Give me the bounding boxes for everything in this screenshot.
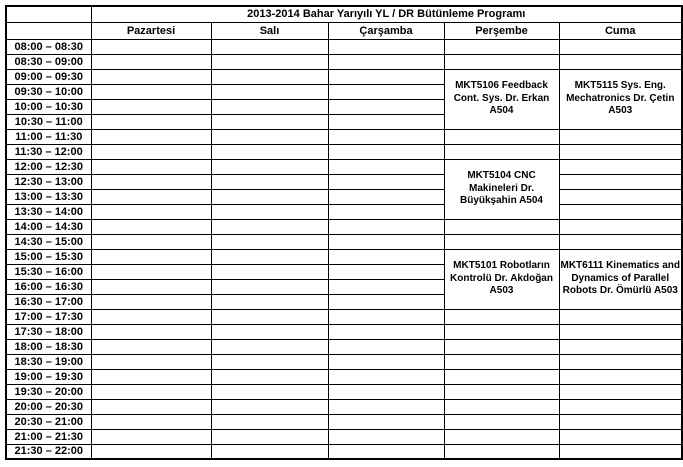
cell-sali [211, 129, 328, 144]
time-cell: 15:30 – 16:00 [6, 264, 91, 279]
cell-pazartesi [91, 69, 211, 84]
cell-sali [211, 294, 328, 309]
cell-sali [211, 384, 328, 399]
cell-carsamba [328, 444, 444, 459]
time-cell: 08:00 – 08:30 [6, 39, 91, 54]
time-row [6, 324, 682, 339]
cell-cuma [559, 234, 682, 249]
day-header-row [6, 22, 682, 39]
time-cell: 08:30 – 09:00 [6, 54, 91, 69]
cell-sali [211, 249, 328, 264]
cell-sali [211, 264, 328, 279]
day-header-sali: Salı [211, 22, 328, 39]
time-cell: 17:00 – 17:30 [6, 309, 91, 324]
time-row [6, 414, 682, 429]
time-row [6, 39, 682, 54]
time-cell: 21:30 – 22:00 [6, 444, 91, 459]
course-cell-mkt5115: MKT5115 Sys. Eng. Mechatronics Dr. Çetin A503 [559, 69, 682, 129]
cell-sali [211, 204, 328, 219]
cell-sali [211, 69, 328, 84]
cell-pazartesi [91, 354, 211, 369]
cell-carsamba [328, 129, 444, 144]
cell-sali [211, 354, 328, 369]
cell-persembe [444, 54, 559, 69]
cell-pazartesi [91, 324, 211, 339]
cell-carsamba [328, 69, 444, 84]
cell-carsamba [328, 339, 444, 354]
cell-pazartesi [91, 384, 211, 399]
time-cell: 14:30 – 15:00 [6, 234, 91, 249]
cell-carsamba [328, 159, 444, 174]
cell-persembe [444, 414, 559, 429]
cell-sali [211, 159, 328, 174]
cell-pazartesi [91, 174, 211, 189]
cell-persembe [444, 234, 559, 249]
time-row [6, 129, 682, 144]
cell-carsamba [328, 84, 444, 99]
time-row [6, 189, 682, 204]
time-row [6, 234, 682, 249]
cell-cuma [559, 309, 682, 324]
cell-persembe [444, 324, 559, 339]
cell-sali [211, 39, 328, 54]
page-title: 2013-2014 Bahar Yarıyılı YL / DR Bütünleme Programı [91, 6, 682, 22]
time-cell: 10:30 – 11:00 [6, 114, 91, 129]
cell-pazartesi [91, 294, 211, 309]
cell-sali [211, 114, 328, 129]
cell-carsamba [328, 324, 444, 339]
time-cell: 14:00 – 14:30 [6, 219, 91, 234]
time-row [6, 399, 682, 414]
cell-persembe [444, 384, 559, 399]
cell-sali [211, 189, 328, 204]
time-cell: 15:00 – 15:30 [6, 249, 91, 264]
cell-pazartesi [91, 429, 211, 444]
time-cell: 09:30 – 10:00 [6, 84, 91, 99]
cell-carsamba [328, 399, 444, 414]
time-cell: 11:30 – 12:00 [6, 144, 91, 159]
cell-pazartesi [91, 114, 211, 129]
cell-pazartesi [91, 99, 211, 114]
timetable [5, 5, 683, 460]
cell-persembe [444, 309, 559, 324]
cell-cuma [559, 54, 682, 69]
cell-sali [211, 339, 328, 354]
time-cell: 18:30 – 19:00 [6, 354, 91, 369]
time-cell: 18:00 – 18:30 [6, 339, 91, 354]
cell-cuma [559, 144, 682, 159]
cell-carsamba [328, 114, 444, 129]
time-cell: 17:30 – 18:00 [6, 324, 91, 339]
time-cell: 12:30 – 13:00 [6, 174, 91, 189]
cell-persembe [444, 39, 559, 54]
cell-sali [211, 309, 328, 324]
cell-persembe [444, 354, 559, 369]
cell-pazartesi [91, 399, 211, 414]
cell-pazartesi [91, 129, 211, 144]
time-row [6, 339, 682, 354]
time-row [6, 249, 682, 264]
cell-sali [211, 279, 328, 294]
cell-pazartesi [91, 159, 211, 174]
time-row [6, 369, 682, 384]
cell-sali [211, 234, 328, 249]
cell-sali [211, 399, 328, 414]
time-cell: 16:30 – 17:00 [6, 294, 91, 309]
time-row [6, 174, 682, 189]
time-row [6, 204, 682, 219]
time-row [6, 444, 682, 459]
time-cell: 11:00 – 11:30 [6, 129, 91, 144]
cell-persembe [444, 129, 559, 144]
cell-carsamba [328, 294, 444, 309]
cell-sali [211, 54, 328, 69]
cell-persembe [444, 429, 559, 444]
cell-sali [211, 99, 328, 114]
day-header-cuma: Cuma [559, 22, 682, 39]
time-row [6, 69, 682, 84]
cell-carsamba [328, 414, 444, 429]
cell-cuma [559, 189, 682, 204]
cell-persembe [444, 144, 559, 159]
course-cell-mkt6111: MKT6111 Kinematics and Dynamics of Parallel Robots Dr. Ömürlü A503 [559, 249, 682, 309]
cell-persembe [444, 339, 559, 354]
time-cell: 21:00 – 21:30 [6, 429, 91, 444]
cell-carsamba [328, 219, 444, 234]
time-cell: 19:30 – 20:00 [6, 384, 91, 399]
cell-carsamba [328, 264, 444, 279]
cell-pazartesi [91, 204, 211, 219]
cell-sali [211, 444, 328, 459]
cell-pazartesi [91, 219, 211, 234]
cell-cuma [559, 414, 682, 429]
cell-carsamba [328, 189, 444, 204]
time-row [6, 384, 682, 399]
cell-persembe [444, 369, 559, 384]
cell-cuma [559, 39, 682, 54]
time-row [6, 309, 682, 324]
cell-cuma [559, 354, 682, 369]
cell-pazartesi [91, 414, 211, 429]
cell-pazartesi [91, 39, 211, 54]
cell-cuma [559, 444, 682, 459]
time-cell: 09:00 – 09:30 [6, 69, 91, 84]
cell-pazartesi [91, 189, 211, 204]
cell-cuma [559, 129, 682, 144]
cell-pazartesi [91, 84, 211, 99]
cell-pazartesi [91, 249, 211, 264]
cell-cuma [559, 159, 682, 174]
time-row [6, 354, 682, 369]
cell-sali [211, 144, 328, 159]
cell-cuma [559, 399, 682, 414]
corner-cell [6, 6, 91, 22]
cell-pazartesi [91, 234, 211, 249]
time-cell: 13:30 – 14:00 [6, 204, 91, 219]
time-row [6, 429, 682, 444]
cell-carsamba [328, 384, 444, 399]
cell-persembe [444, 219, 559, 234]
cell-sali [211, 369, 328, 384]
time-row [6, 54, 682, 69]
cell-sali [211, 414, 328, 429]
cell-carsamba [328, 249, 444, 264]
cell-carsamba [328, 54, 444, 69]
cell-carsamba [328, 39, 444, 54]
cell-sali [211, 174, 328, 189]
cell-persembe [444, 399, 559, 414]
time-header-cell [6, 22, 91, 39]
time-row [6, 219, 682, 234]
cell-cuma [559, 324, 682, 339]
cell-carsamba [328, 354, 444, 369]
time-cell: 12:00 – 12:30 [6, 159, 91, 174]
cell-cuma [559, 174, 682, 189]
cell-pazartesi [91, 144, 211, 159]
cell-cuma [559, 339, 682, 354]
time-row [6, 144, 682, 159]
cell-cuma [559, 219, 682, 234]
cell-carsamba [328, 429, 444, 444]
day-header-pazartesi: Pazartesi [91, 22, 211, 39]
cell-carsamba [328, 309, 444, 324]
cell-sali [211, 84, 328, 99]
cell-pazartesi [91, 369, 211, 384]
cell-cuma [559, 204, 682, 219]
cell-pazartesi [91, 309, 211, 324]
time-cell: 13:00 – 13:30 [6, 189, 91, 204]
cell-sali [211, 429, 328, 444]
day-header-persembe: Perşembe [444, 22, 559, 39]
cell-persembe [444, 444, 559, 459]
day-header-carsamba: Çarşamba [328, 22, 444, 39]
cell-carsamba [328, 174, 444, 189]
time-cell: 16:00 – 16:30 [6, 279, 91, 294]
cell-cuma [559, 429, 682, 444]
cell-carsamba [328, 279, 444, 294]
cell-cuma [559, 384, 682, 399]
course-cell-mkt5104: MKT5104 CNC Makineleri Dr. Büyükşahin A504 [444, 159, 559, 219]
cell-pazartesi [91, 444, 211, 459]
cell-pazartesi [91, 264, 211, 279]
time-cell: 19:00 – 19:30 [6, 369, 91, 384]
course-cell-mkt5106: MKT5106 Feedback Cont. Sys. Dr. Erkan A504 [444, 69, 559, 129]
cell-carsamba [328, 204, 444, 219]
cell-carsamba [328, 234, 444, 249]
cell-pazartesi [91, 339, 211, 354]
cell-sali [211, 324, 328, 339]
cell-carsamba [328, 144, 444, 159]
cell-cuma [559, 369, 682, 384]
cell-pazartesi [91, 279, 211, 294]
cell-pazartesi [91, 54, 211, 69]
time-row [6, 159, 682, 174]
time-cell: 20:00 – 20:30 [6, 399, 91, 414]
course-cell-mkt5101: MKT5101 Robotların Kontrolü Dr. Akdoğan A503 [444, 249, 559, 309]
cell-carsamba [328, 369, 444, 384]
cell-sali [211, 219, 328, 234]
time-cell: 10:00 – 10:30 [6, 99, 91, 114]
time-cell: 20:30 – 21:00 [6, 414, 91, 429]
title-row [6, 6, 682, 22]
cell-carsamba [328, 99, 444, 114]
